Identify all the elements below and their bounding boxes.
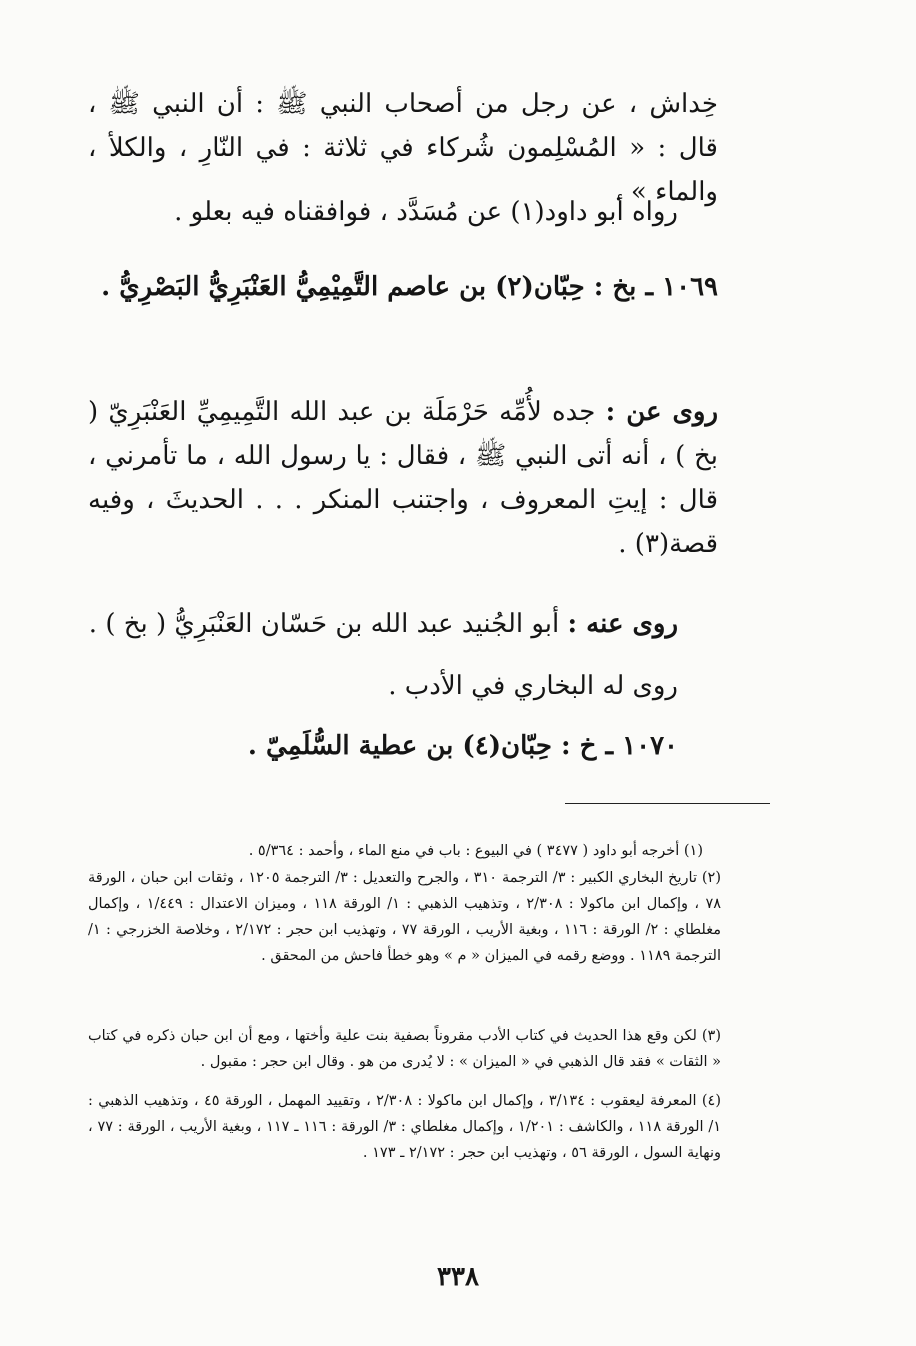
narrated-by-text: أبو الجُنيد عبد الله بن حَسّان العَنْبَرِيُّ ( بخ ) .: [88, 609, 560, 639]
entry-1070-heading: ١٠٧٠ ـ خ : حِبّان(٤) بن عطية السُّلَمِيّ .: [247, 731, 678, 761]
narrated-from-label: روى عن :: [605, 397, 719, 427]
footnote-2: (٢) تاريخ البخاري الكبير : ٣/ الترجمة ٣١٠ ، والجرح والتعديل : ٣/ الترجمة ١٢٠٥ ، وثقات ابن حبان ، الورقة ٧٨ ، وإكمال ابن ماكولا : ٢/٣٠٨ ، وتذهيب الذهبي : ١/ الورقة ١١٨ ، وميزان الاعتدال : ١/٤٤٩ ، وإكمال مغلطاي : ٢/ الورقة : ١١٦ ، وبغية الأريب ، الورقة ٧٧ ، وتهذيب ابن حجر : ٢/١٧٢ ، وخلاصة الخزرجي : ١/ الترجمة ١١٨٩ . ووضع رقمه في الميزان « م » وهو خطأ فاحش من المحقق .: [88, 870, 722, 964]
footnote-4: (٤) المعرفة ليعقوب : ٣/١٣٤ ، وإكمال ابن ماكولا : ٢/٣٠٨ ، وتقييد المهمل ، الورقة ٤٥ ، وتذهيب الذهبي : ١/ الورقة ١١٨ ، والكاشف : ١/٢٠١ ، وإكمال مغلطاي : ٣/ الورقة : ١١٦ ـ ١١٧ ، وبغية الأريب ، الورقة : ٧٧ ، ونهاية السول ، الورقة ٥٦ ، وتهذيب ابن حجر : ٢/١٧٢ ـ ١٧٣ .: [88, 1093, 722, 1161]
entry-1069-bukhari-note: روى له البخاري في الأدب .: [388, 671, 678, 701]
narrated-from-text: جده لأُمِّه حَرْمَلَة بن عبد الله التَّمِيمِيِّ العَنْبَرِيّ ( بخ ) ، أنه أتى النبي ﷺ ، فقال : يا رسول الله ، ما تأمرني ، قال : إيتِ المعروف ، واجتنب المنكر . . . الحديثَ ، وفيه قصة(٣) .: [88, 397, 718, 559]
entry-1069-narrated-from: [88, 390, 718, 566]
entry-1069-narrated-by: [88, 602, 718, 646]
narrated-by-label: روى عنه :: [567, 609, 678, 639]
paragraph-hadith: خِداش ، عن رجل من أصحاب النبي ﷺ : أن النبي ﷺ ، قال : « المُسْلِمون شُركاء في ثلاثة : في النّارِ ، والكلأ ، والماء » .: [88, 89, 718, 207]
page-number: ٣٣٨: [437, 1262, 479, 1292]
footnote-separator: [565, 803, 770, 804]
footnote-1: (١) أخرجه أبو داود ( ٣٤٧٧ ) في البيوع : باب في منع الماء ، وأحمد : ٥/٣٦٤ .: [248, 843, 703, 859]
footnote-3: (٣) لكن وقع هذا الحديث في كتاب الأدب مقروناً بصفية بنت علية وأختها ، ومع أن ابن حبان ذكره في كتاب « الثقات » فقد قال الذهبي في « الميزان » : لا يُدرى من هو . وقال ابن حجر : مقبول .: [88, 1028, 721, 1070]
paragraph-narration: رواه أبو داود(١) عن مُسَدَّد ، فوافقناه فيه بعلو .: [174, 197, 678, 227]
entry-1069-heading: ١٠٦٩ ـ بخ : حِبّان(٢) بن عاصم التَّمِيْمِيُّ العَنْبَرِيُّ البَصْرِيُّ .: [101, 272, 718, 302]
